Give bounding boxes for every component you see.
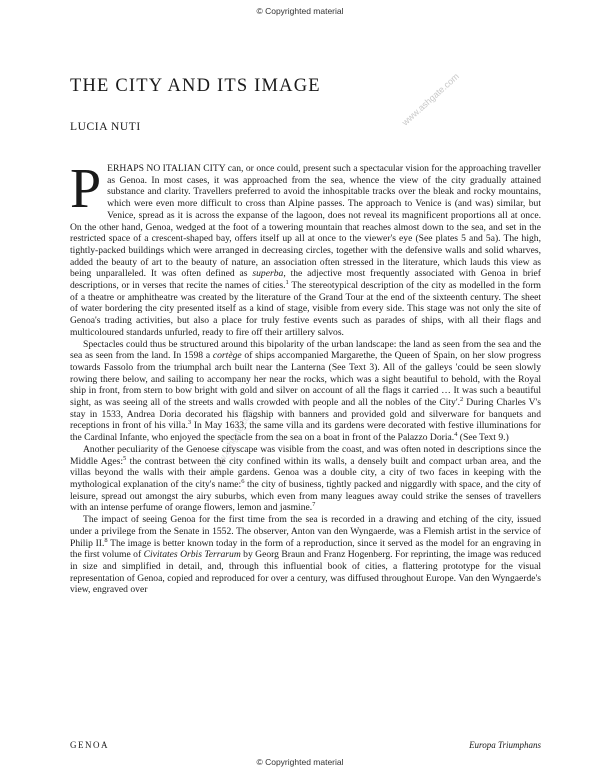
copyright-notice-bottom: © Copyrighted material: [256, 757, 344, 767]
watermark: www.ashgate.com: [210, 406, 256, 475]
footnote-ref: 5: [122, 454, 127, 462]
watermark: www.ashgate.com: [400, 71, 461, 128]
footnote-ref: 8: [104, 536, 108, 544]
article-title: THE CITY AND ITS IMAGE: [70, 76, 321, 96]
footnote-ref: 3: [187, 419, 192, 427]
footnote-ref: 2: [459, 396, 464, 404]
paragraph-1: PERHAPS NO ITALIAN CITY can, or once could, present such a spectacular vision for the approaching traveller as Genoa. In most cases, it was approached from the sea, whence the view of the city gradually attained substance and clarity. Travellers preferred to avoid the inhospitable tracks over the bleak and rocky mountains, which were even more difficult to cross than Alpine passes. The approach to Venice is (and was) similar, but Venice, spread as it is across the expanse of the lagoon, does not reveal its magnificent proportions all at once. On the other hand, Genoa, wedged at the foot of a towering mountain that reaches almost down to the sea, and set in the restricted space of a crescent-shaped bay, offers itself up all at once to the viewer's eye (See plates 5 and 5a). The high, tightly-packed buildings which were arranged in decreasing circles, together with the defensive walls and solid wharves, added the beauty of art to the beauty of nature, an association often stressed in the literature, which lauds this view as being unparalleled. It was often defined as superba, the adjective most frequently associated with Genoa in brief descriptions, or in verses that recite the names of cities.$^1$ The stereotypical description of the city as modelled in the form of a theatre or amphitheatre was created by the literature of the Grand Tour at the end of the sixteenth century. The sheet of water bordering the city presented itself as a kind of stage, visible from every side. This stage was not only the site of Genoa's trading activities, but also a place for truly festive events such as parades of ships, with all their flags and multicoloured standards unfurled, ready to fire off their artillery salvos.: [70, 158, 542, 338]
paragraph-2: Spectacles could thus be structured around this bipolarity of the urban landscape: the land as seen from the sea and the sea as seen from the land. In 1598 a cortège of ships accompanied Margarethe, the Queen of Spain, on her slow progress towards Fassolo from the triumphal arch built near the Lanterna (See Text 3). All of the galleys 'could be seen slowly rowing there below, and sailing to accompany her near the rocks, which was a sight beautiful to behold, with the Royal ship in front, from stern to bow bright with gold and silver on account of all the flags it carried … It was such a beautiful sight, as was seeing all of the streets and walls crowded with people and all the nobles of the City'.$^2$ During Charles V's stay in 1533, Andrea Doria decorated his flagship with banners and provided gold and silverware for banquets and receptions in front of his villa.$^3$ In May 1633, the same villa and its gardens were decorated with festive illuminations for the Cardinal Infante, who enjoyed the spectacle from the sea on a boat in front of the Palazzo Doria.$^4$ (See Text 9.): [70, 338, 541, 444]
footnote-ref: 4: [454, 431, 458, 439]
footer-series-title: Europa Triumphans: [469, 740, 541, 750]
paragraph-4: The impact of seeing Genoa for the first time from the sea is recorded in a drawing and etching of the city, issued under a privilege from the Senate in 1552. The observer, Anton van den Wyngaerde, was a Flemish artist in the service of Philip II.$^8$ The image is better known today in the form of a reproduction, since it served as the model for an engraving in the first volume of Civitates Orbis Terrarum by Georg Braun and Franz Hogenberg. For reprinting, the image was reduced in size and simplified in detail, and, through this influential book of cities, a flattering prototype for the visual representation of Genoa, copied and reproduced for over a century, was diffused throughout Europe. Van den Wyngaerde's view, engraved over: [70, 514, 541, 596]
paragraph-3: Another peculiarity of the Genoese cityscape was visible from the coast, and was often noted in descriptions since the Middle Ages:$^5$ the contrast between the city confined within its walls, a densely built and compact urban area, and the villas beyond the walls with their ample gardens. Genoa was a double city, a city of two faces in keeping with the mythological explanation of the city's name:$^6$ the city of business, tightly packed and niggardly with space, and the city of leisure, spread out amongst the airy suburbs, which even from many leagues away could strike the senses of travellers with an intense perfume of orange flowers, lemon and jasmine.$^7$: [70, 443, 542, 514]
article-author: LUCIA NUTI: [70, 121, 141, 133]
footnote-ref: 1: [285, 279, 289, 287]
drop-cap: P: [70, 158, 102, 220]
copyright-notice-top: © Copyrighted material: [256, 6, 344, 16]
footer-section-label: GENOA: [70, 740, 109, 750]
footnote-ref: 6: [241, 477, 245, 485]
footnote-ref: 7: [312, 501, 316, 509]
article-body: [70, 158, 542, 596]
